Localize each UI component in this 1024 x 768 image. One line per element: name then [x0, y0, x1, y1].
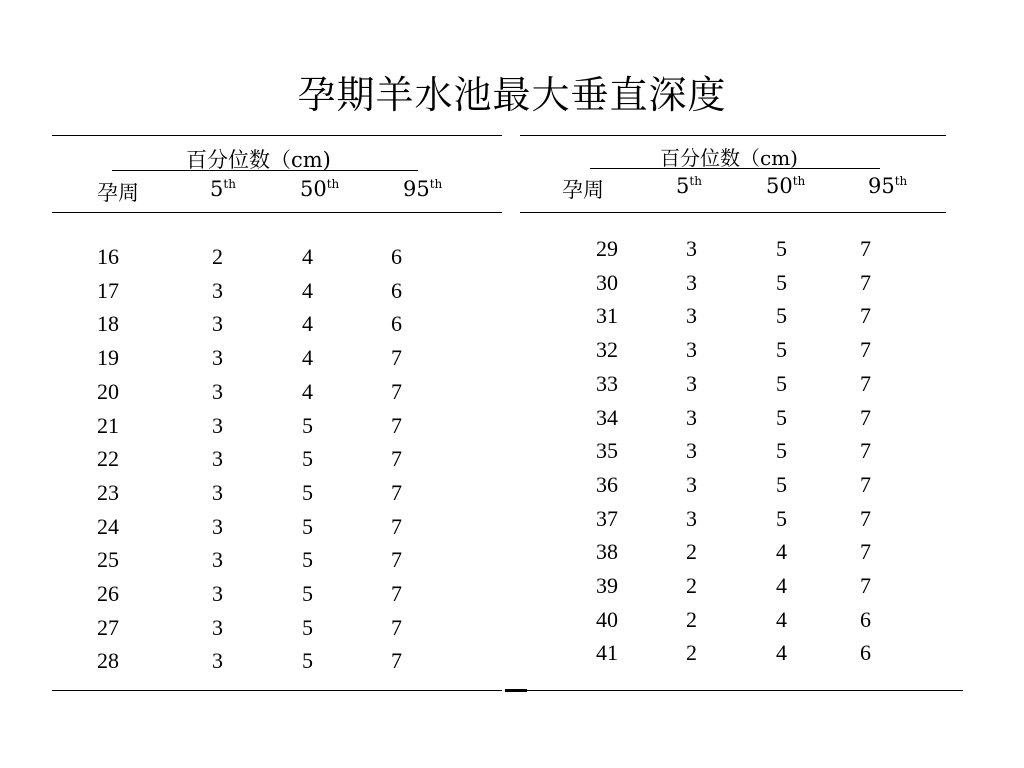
right-row-p5-cell: 3 — [686, 236, 697, 261]
left-row-p50-cell: 5 — [302, 614, 313, 640]
left-row-week-cell: 28 — [97, 648, 119, 674]
left-row-p50-cell: 5 — [302, 479, 313, 505]
right-row-week-cell: 38 — [596, 539, 618, 565]
left-row-week-cell: 27 — [97, 614, 119, 640]
left-row-p50-cell: 5 — [302, 581, 313, 606]
left-group-underline — [112, 170, 418, 171]
left-p95-header: 95th — [403, 177, 443, 201]
left-row-p50-cell: 5 — [302, 547, 313, 573]
right-row-p95-cell: 7 — [860, 269, 871, 295]
right-top-rule — [520, 135, 946, 136]
left-row-p50-cell: 5 — [302, 412, 313, 438]
right-row-p95-cell: 7 — [860, 370, 871, 396]
left-row-p5-cell: 3 — [212, 311, 223, 337]
left-row-p5-cell: 3 — [212, 513, 223, 539]
right-row-week-cell: 41 — [596, 640, 618, 666]
center-divider-mark — [505, 689, 527, 692]
right-row-p50-cell: 5 — [776, 471, 787, 497]
right-row-p5-cell: 2 — [686, 606, 697, 632]
right-week-header: 孕周 — [562, 178, 604, 202]
right-row-p5-cell: 3 — [686, 471, 697, 497]
right-row-week-cell: 31 — [596, 303, 618, 329]
left-row-p5-cell: 3 — [212, 345, 223, 371]
right-row-p5-cell: 3 — [686, 404, 697, 430]
left-row-p50-cell: 4 — [302, 311, 313, 337]
page-title: 孕期羊水池最大垂直深度 — [297, 73, 727, 117]
left-row-p50-cell: 4 — [302, 378, 313, 404]
right-p95-header: 95th — [868, 174, 908, 198]
right-row-p95-cell: 7 — [860, 539, 871, 565]
right-row-week-cell: 36 — [596, 471, 618, 497]
right-row-p5-cell: 3 — [686, 303, 697, 329]
left-row-week-cell: 19 — [97, 345, 119, 371]
left-row-week-cell: 24 — [97, 513, 119, 539]
left-row-p95-cell: 7 — [391, 479, 402, 505]
right-row-week-cell: 40 — [596, 606, 618, 632]
left-row-week-cell: 20 — [97, 378, 119, 404]
left-row-p50-cell: 5 — [302, 446, 313, 472]
right-row-p5-cell: 2 — [686, 640, 697, 666]
right-row-p95-cell: 7 — [860, 303, 871, 329]
right-row-p5-cell: 3 — [686, 438, 697, 464]
left-row-p95-cell: 7 — [391, 581, 402, 606]
right-row-p5-cell: 2 — [686, 539, 697, 565]
left-row-p95-cell: 7 — [391, 513, 402, 539]
right-row-p95-cell: 6 — [860, 640, 871, 666]
left-row-p95-cell: 6 — [391, 244, 402, 269]
right-row-p95-cell: 7 — [860, 471, 871, 497]
left-row-p95-cell: 6 — [391, 311, 402, 337]
right-row-p50-cell: 5 — [776, 505, 787, 531]
right-row-p50-cell: 4 — [776, 606, 787, 632]
right-row-p50-cell: 5 — [776, 236, 787, 261]
left-row-p95-cell: 7 — [391, 378, 402, 404]
right-row-p50-cell: 5 — [776, 370, 787, 396]
right-row-p5-cell: 3 — [686, 505, 697, 531]
right-row-p5-cell: 3 — [686, 370, 697, 396]
right-row-p50-cell: 4 — [776, 573, 787, 598]
left-row-week-cell: 25 — [97, 547, 119, 573]
right-row-p5-cell: 3 — [686, 269, 697, 295]
left-row-week-cell: 16 — [97, 244, 119, 269]
right-row-week-cell: 39 — [596, 573, 618, 598]
right-p5-header: 5th — [676, 174, 702, 198]
left-row-week-cell: 26 — [97, 581, 119, 606]
right-row-week-cell: 37 — [596, 505, 618, 531]
right-row-p95-cell: 7 — [860, 337, 871, 363]
left-row-p95-cell: 7 — [391, 547, 402, 573]
right-row-p95-cell: 7 — [860, 505, 871, 531]
left-row-p5-cell: 3 — [212, 648, 223, 674]
left-row-p95-cell: 7 — [391, 412, 402, 438]
right-row-p5-cell: 2 — [686, 573, 697, 598]
right-header-rule — [520, 212, 946, 213]
left-row-week-cell: 23 — [97, 479, 119, 505]
left-row-p95-cell: 6 — [391, 277, 402, 303]
left-row-p5-cell: 3 — [212, 378, 223, 404]
right-row-week-cell: 32 — [596, 337, 618, 363]
left-row-p5-cell: 3 — [212, 547, 223, 573]
right-row-p50-cell: 5 — [776, 337, 787, 363]
right-row-p95-cell: 7 — [860, 573, 871, 598]
left-row-p50-cell: 5 — [302, 648, 313, 674]
left-row-p50-cell: 4 — [302, 277, 313, 303]
right-row-p50-cell: 5 — [776, 438, 787, 464]
right-row-p50-cell: 5 — [776, 269, 787, 295]
left-row-week-cell: 17 — [97, 277, 119, 303]
right-row-week-cell: 30 — [596, 269, 618, 295]
left-row-p5-cell: 2 — [212, 244, 223, 269]
left-row-p5-cell: 3 — [212, 446, 223, 472]
left-top-rule — [52, 135, 502, 136]
right-row-week-cell: 33 — [596, 370, 618, 396]
right-row-p95-cell: 7 — [860, 236, 871, 261]
right-row-week-cell: 29 — [596, 236, 618, 261]
right-row-week-cell: 34 — [596, 404, 618, 430]
right-row-week-cell: 35 — [596, 438, 618, 464]
left-row-p95-cell: 7 — [391, 648, 402, 674]
left-row-p5-cell: 3 — [212, 479, 223, 505]
left-row-week-cell: 22 — [97, 446, 119, 472]
right-bottom-rule — [527, 690, 963, 691]
left-row-p5-cell: 3 — [212, 614, 223, 640]
right-p50-header: 50th — [766, 174, 806, 198]
left-percentile-group-label: 百分位数（cm) — [186, 148, 331, 172]
left-row-p50-cell: 4 — [302, 244, 313, 269]
left-row-p50-cell: 4 — [302, 345, 313, 371]
right-percentile-group-label: 百分位数（cm) — [660, 146, 798, 170]
right-row-p5-cell: 3 — [686, 337, 697, 363]
right-row-p50-cell: 4 — [776, 640, 787, 666]
left-bottom-rule — [52, 690, 502, 691]
right-row-p95-cell: 7 — [860, 438, 871, 464]
right-group-underline — [590, 168, 880, 169]
left-row-p5-cell: 3 — [212, 581, 223, 606]
left-row-p95-cell: 7 — [391, 614, 402, 640]
right-row-p95-cell: 6 — [860, 606, 871, 632]
left-row-p50-cell: 5 — [302, 513, 313, 539]
left-row-week-cell: 18 — [97, 311, 119, 337]
left-row-p5-cell: 3 — [212, 277, 223, 303]
left-p5-header: 5th — [210, 177, 236, 201]
right-row-p50-cell: 4 — [776, 539, 787, 565]
left-row-p95-cell: 7 — [391, 446, 402, 472]
right-row-p50-cell: 5 — [776, 303, 787, 329]
right-row-p50-cell: 5 — [776, 404, 787, 430]
right-row-p95-cell: 7 — [860, 404, 871, 430]
left-week-header: 孕周 — [97, 181, 139, 205]
left-row-week-cell: 21 — [97, 412, 119, 438]
left-row-p5-cell: 3 — [212, 412, 223, 438]
left-row-p95-cell: 7 — [391, 345, 402, 371]
left-p50-header: 50th — [300, 177, 340, 201]
left-header-rule — [52, 212, 502, 213]
